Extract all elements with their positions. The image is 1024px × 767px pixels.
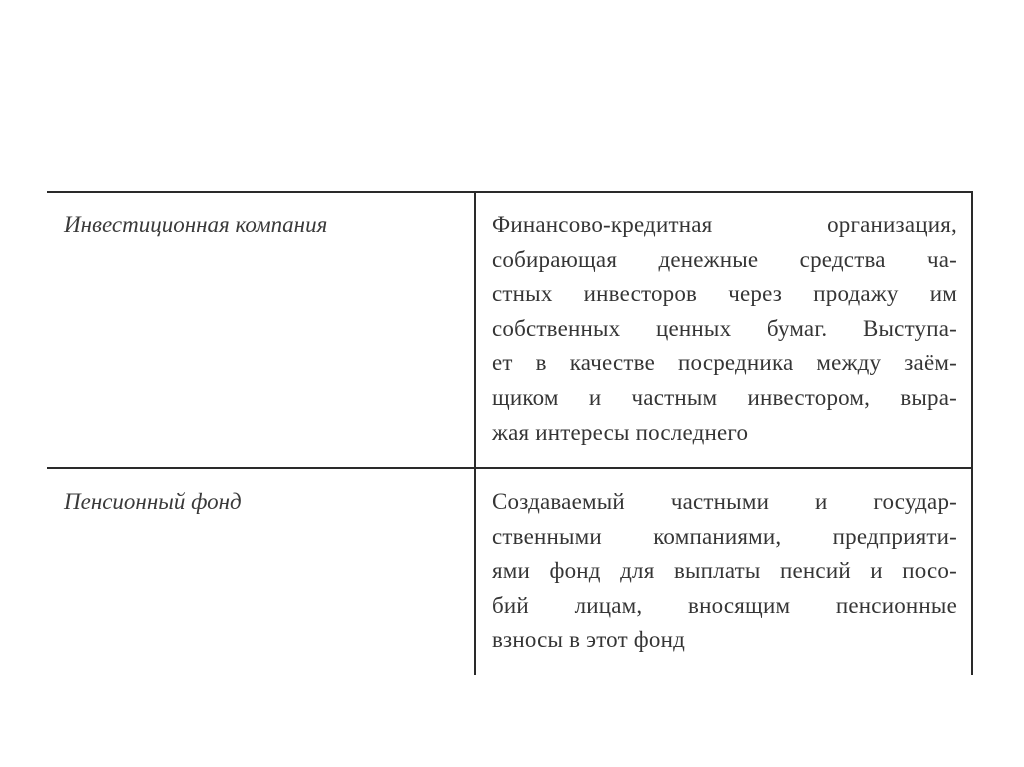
definition-line: собирающая денежные средства ча-: [492, 246, 957, 272]
definition-investment-company: [492, 208, 957, 450]
term-pension-fund: Пенсионный фонд: [64, 489, 242, 514]
definition-line: щиком и частным инвестором, выра-: [492, 384, 957, 410]
definition-line: Создаваемый частными и государ-: [492, 489, 957, 514]
definition-line: взносы в этот фонд: [492, 627, 685, 653]
definition-line: ственными компаниями, предприяти-: [492, 523, 957, 549]
table-right-border: [971, 191, 973, 675]
definition-line: ет в качестве посредника между заём-: [492, 350, 957, 376]
definition-line: стных инвесторов через продажу им: [492, 281, 957, 307]
definition-line: Финансово-кредитная организация,: [492, 212, 957, 237]
definition-line: жая интересы последнего: [492, 419, 749, 445]
column-divider: [474, 191, 476, 675]
definition-line: бий лицам, вносящим пенсионные: [492, 592, 957, 618]
row-divider: [47, 467, 973, 469]
definition-line: собственных ценных бумаг. Выступа-: [492, 315, 957, 341]
table-top-rule: [47, 191, 973, 193]
definitions-table: [47, 191, 973, 675]
term-investment-company: Инвестиционная компания: [64, 212, 328, 237]
definition-line: ями фонд для выплаты пенсий и посо-: [492, 558, 957, 584]
definition-pension-fund: [492, 485, 957, 658]
